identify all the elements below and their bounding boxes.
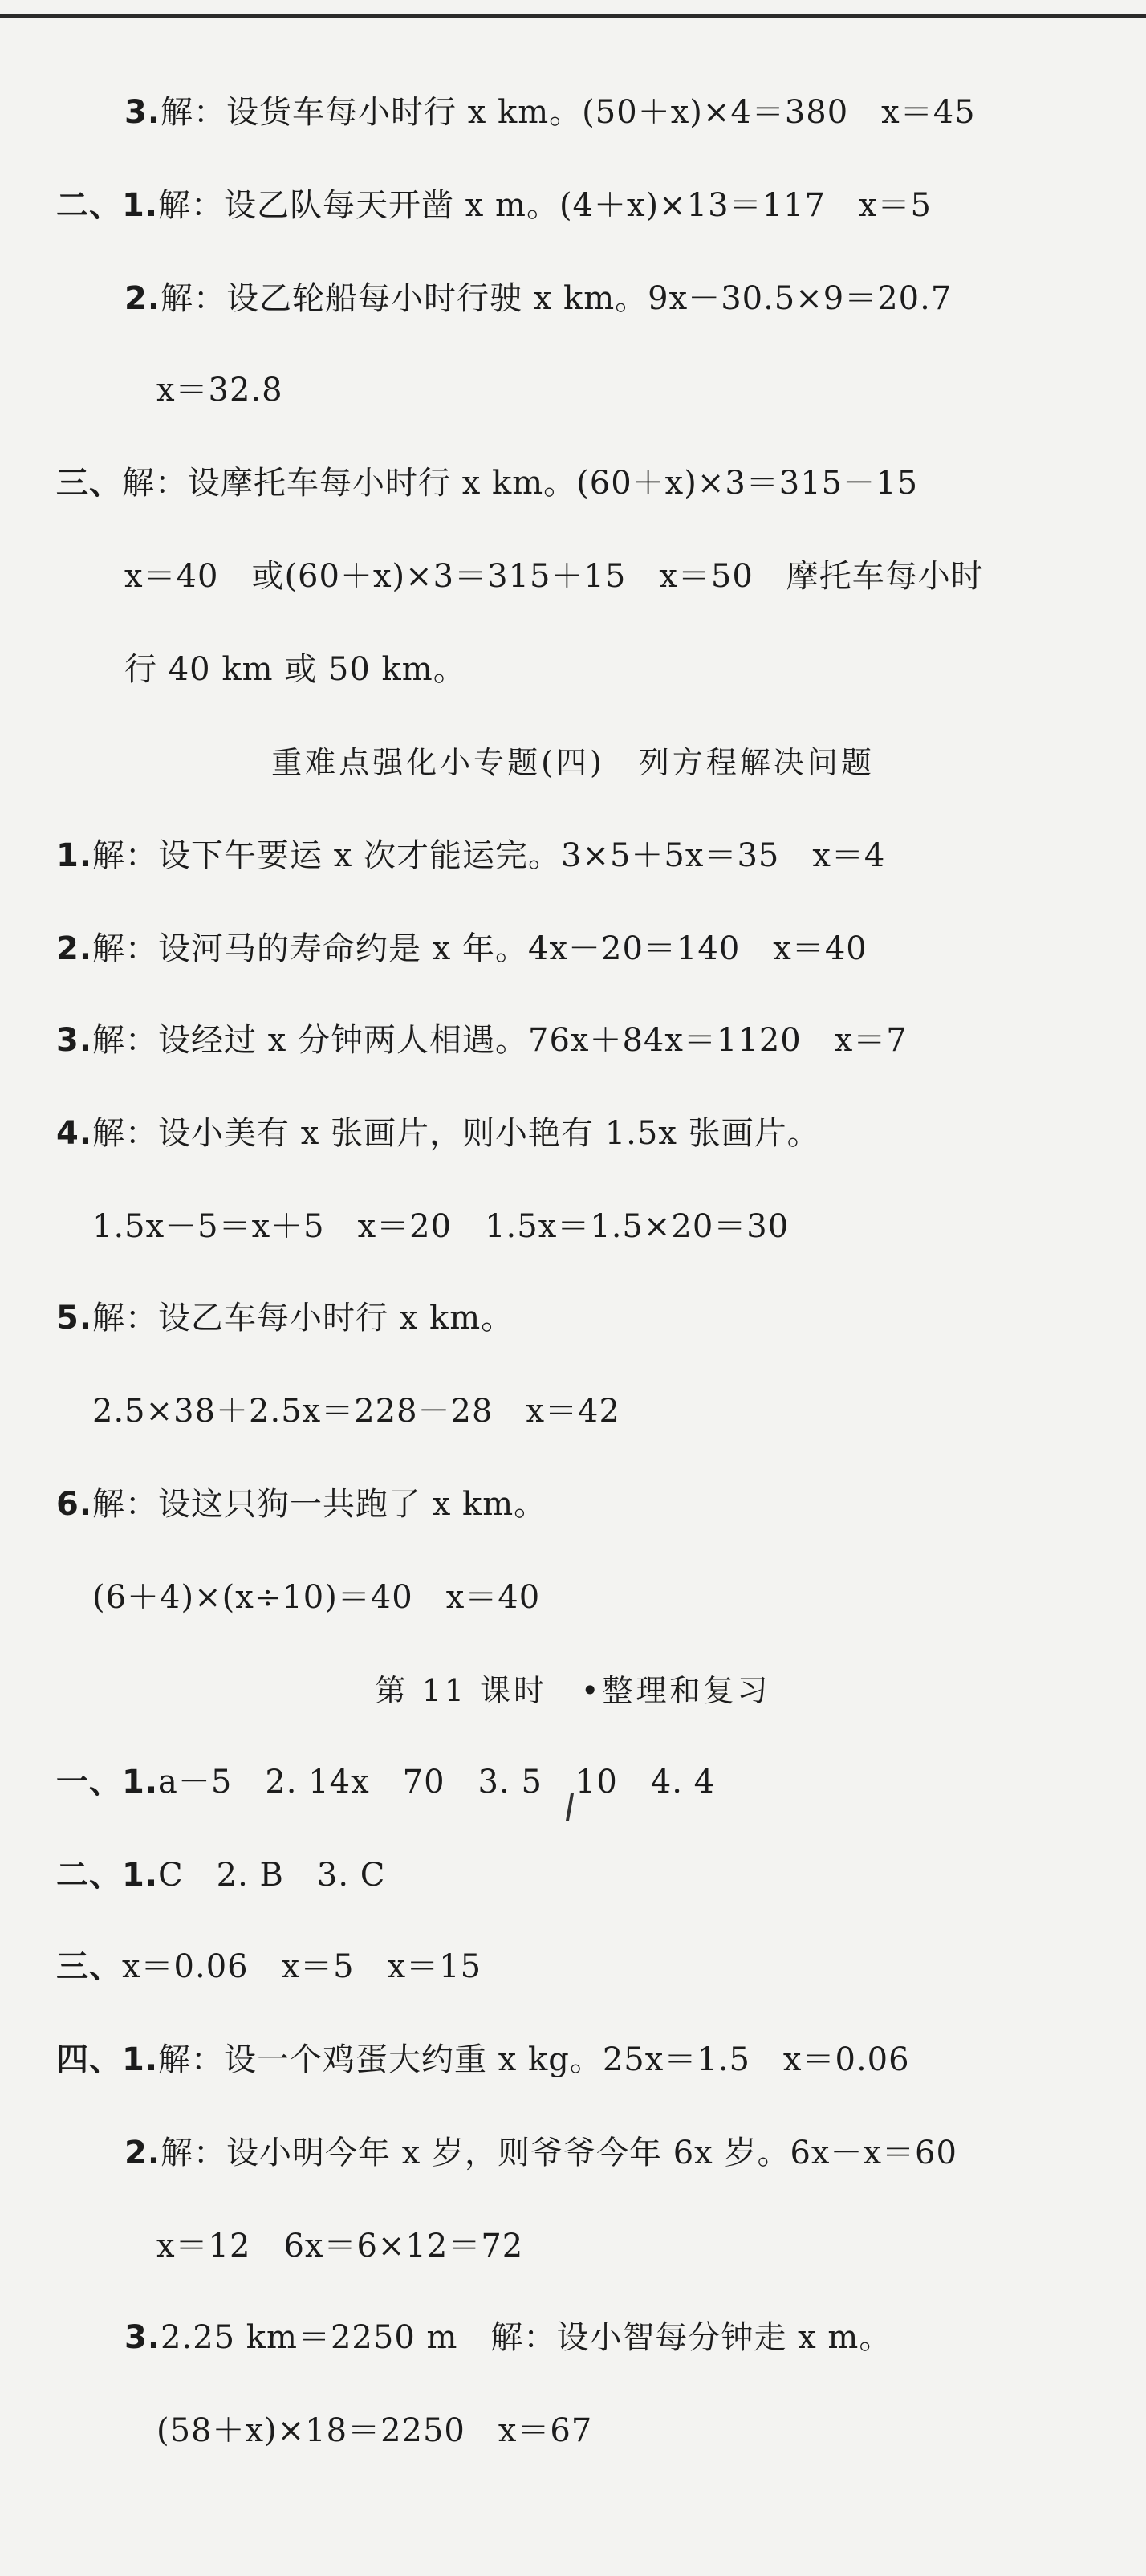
answer-text: 解：设下午要运 x 次才能运完。3×5＋5x＝35 x＝4 <box>92 837 886 874</box>
answer-line <box>56 1018 908 1063</box>
item-number: 四、1. <box>56 2041 159 2078</box>
answer-line <box>124 276 952 321</box>
item-number: 4. <box>56 1115 93 1152</box>
item-number: 2. <box>56 930 93 967</box>
answer-line <box>56 183 932 228</box>
answer-line <box>124 90 976 135</box>
answer-line <box>92 1389 620 1434</box>
item-number: 1. <box>56 837 93 874</box>
answer-line <box>56 833 885 878</box>
answer-text: x＝40 或(60＋x)×3＝315＋15 x＝50 摩托车每小时 <box>124 558 984 595</box>
answer-line <box>56 1853 385 1898</box>
answer-text: 解：设这只狗一共跑了 x km。 <box>92 1486 547 1523</box>
answer-line <box>156 2224 523 2269</box>
answer-text: (58＋x)×18＝2250 x＝67 <box>156 2412 593 2449</box>
answer-text: 解：设一个鸡蛋大约重 x kg。25x＝1.5 x＝0.06 <box>158 2041 910 2078</box>
answer-text: 2.25 km＝2250 m 解：设小智每分钟走 x m。 <box>161 2319 892 2356</box>
answer-line <box>56 1296 514 1341</box>
answer-text: 解：设摩托车每小时行 x km。(60＋x)×3＝315－15 <box>122 465 919 502</box>
answer-text: 1.5x－5＝x＋5 x＝20 1.5x＝1.5×20＝30 <box>92 1208 790 1245</box>
answer-text: 解：设小美有 x 张画片，则小艳有 1.5x 张画片。 <box>92 1115 820 1152</box>
answer-text: x＝12 6x＝6×12＝72 <box>156 2228 524 2265</box>
answer-text: a－5 2. 14x 70 3. 5 10 4. 4 <box>158 1764 716 1801</box>
answer-text: 解：设乙车每小时行 x km。 <box>92 1300 514 1337</box>
answer-line <box>56 1760 715 1805</box>
answer-text: 行 40 km 或 50 km。 <box>124 651 466 688</box>
item-number: 三、 <box>56 1948 122 1985</box>
lesson-heading: 第 11 课时 •整理和复习 <box>375 1673 771 1708</box>
item-number: 6. <box>56 1486 93 1523</box>
item-number: 二、1. <box>56 187 159 224</box>
item-number: 3. <box>56 1022 93 1059</box>
answer-line <box>124 647 466 692</box>
section-heading: 重难点强化小专题(四) 列方程解决问题 <box>271 745 875 780</box>
answer-text: x＝32.8 <box>156 372 283 409</box>
item-number: 3. <box>124 94 161 131</box>
answer-line <box>156 368 283 413</box>
answer-line <box>124 2315 892 2360</box>
answer-text: 解：设乙队每天开凿 x m。(4＋x)×13＝117 x＝5 <box>158 187 932 224</box>
answer-text: 解：设经过 x 分钟两人相遇。76x＋84x＝1120 x＝7 <box>92 1022 908 1059</box>
answer-text: 解：设小明今年 x 岁，则爷爷今年 6x 岁。6x－x＝60 <box>161 2134 957 2171</box>
answer-line <box>56 1944 482 1989</box>
answer-text: C 2. B 3. C <box>158 1857 386 1894</box>
answer-text: (6＋4)×(x÷10)＝40 x＝40 <box>92 1579 541 1616</box>
answer-line <box>56 1111 820 1156</box>
item-number: 5. <box>56 1300 93 1337</box>
answer-line <box>92 1204 789 1249</box>
answer-line <box>156 2408 592 2453</box>
answer-text: x＝0.06 x＝5 x＝15 <box>122 1948 482 1985</box>
item-number: 二、1. <box>56 1857 159 1894</box>
item-number: 一、1. <box>56 1764 159 1801</box>
answer-line <box>56 1482 547 1527</box>
item-number: 三、 <box>56 465 122 502</box>
top-rule <box>0 14 1146 18</box>
answer-line <box>56 2037 910 2082</box>
answer-line <box>56 461 918 506</box>
item-number: 2. <box>124 2134 161 2171</box>
answer-text: 解：设乙轮船每小时行驶 x km。9x－30.5×9＝20.7 <box>161 280 953 317</box>
answer-line <box>92 1575 540 1620</box>
answer-line <box>124 2130 957 2175</box>
answer-line <box>56 926 868 971</box>
answer-text: 解：设河马的寿命约是 x 年。4x－20＝140 x＝40 <box>92 930 868 967</box>
answer-text: 解：设货车每小时行 x km。(50＋x)×4＝380 x＝45 <box>161 94 976 131</box>
item-number: 2. <box>124 280 161 317</box>
answer-line <box>124 554 984 599</box>
item-number: 3. <box>124 2319 161 2356</box>
answer-text: 2.5×38＋2.5x＝228－28 x＝42 <box>92 1393 620 1430</box>
